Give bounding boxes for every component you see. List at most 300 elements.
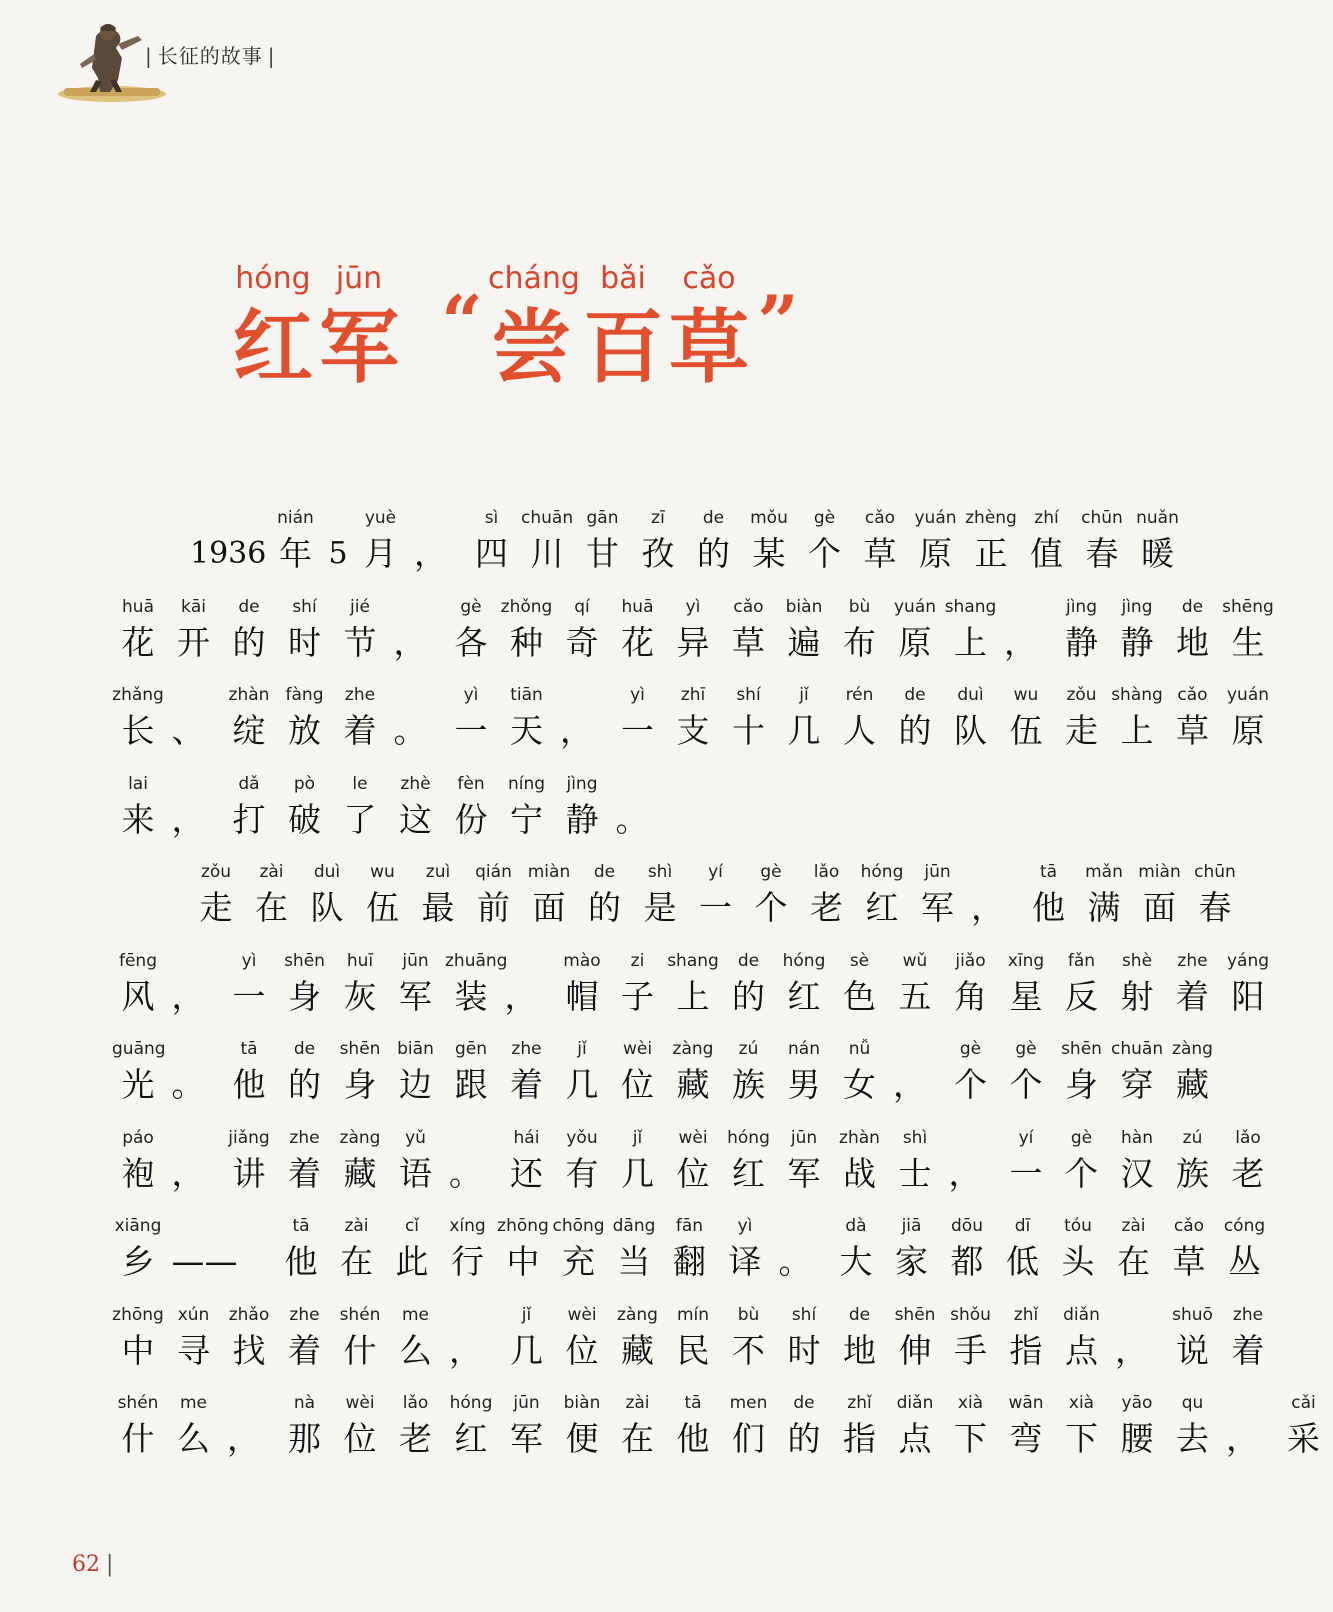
hanzi: 天 [510,711,543,750]
text-line [112,1036,1213,1125]
text-line [112,948,1270,1037]
hanzi: 奇 [565,622,599,662]
ruby-character [612,1125,664,1197]
pinyin: jūn [513,1393,540,1413]
hanzi: 去 [1176,1419,1209,1458]
hanzi: 原 [1231,711,1265,750]
hanzi: 的 [288,1065,321,1104]
ruby-character [834,682,886,754]
ruby-character [612,1036,664,1108]
ruby-character [667,1125,719,1197]
pinyin [168,682,220,708]
pinyin: sè [849,950,870,971]
pinyin: pò [293,773,316,794]
punctuation [168,1213,272,1285]
book-title-header [140,40,281,69]
ruby-character [112,1390,164,1462]
ruby-character [1056,1390,1108,1462]
ruby-character [279,948,331,1020]
pinyin: zhàn [228,685,270,705]
hanzi: 值 [1030,534,1063,573]
ruby-character [667,1036,719,1108]
pinyin: shēn [1061,1039,1102,1059]
ruby-character [723,1302,775,1374]
pinyin: bù [737,1304,760,1325]
ruby-character [1000,948,1052,1020]
pinyin: zhe [289,1127,320,1148]
hanzi: ， [171,1153,205,1193]
hanzi: 采 [1287,1419,1320,1458]
ruby-character [1167,682,1219,754]
hanzi: 地 [843,1330,876,1370]
hanzi: 军 [399,976,432,1016]
pinyin: zàng [617,1304,658,1325]
hanzi: 藏 [676,1065,710,1104]
punctuation [1111,1302,1163,1374]
hanzi: 翻 [673,1242,706,1281]
pinyin: gè [959,1039,982,1059]
pinyin: xún [177,1304,210,1325]
ruby-character [634,859,686,931]
ruby-character [688,505,740,577]
pinyin [223,1390,275,1416]
pinyin [945,1125,997,1151]
ruby-character [1111,1390,1163,1462]
hanzi: 家 [895,1242,928,1281]
pinyin: de [793,1393,815,1413]
pinyin [168,1125,220,1151]
hanzi: 的 [232,622,266,662]
hanzi: ， [971,888,1004,927]
ruby-character [1056,682,1108,754]
ruby-character [445,594,497,666]
hanzi: 着 [343,711,377,750]
pinyin: shì [647,862,673,882]
pinyin: shang [667,950,719,971]
hanzi: 藏 [1176,1065,1209,1104]
hanzi: 腰 [1120,1419,1154,1458]
hanzi: 战 [843,1153,876,1193]
hanzi: 最 [421,888,455,927]
hanzi: 一 [699,888,732,927]
hanzi: 都 [950,1242,984,1281]
ruby-character [1056,948,1108,1020]
ruby-character [112,1036,164,1108]
pinyin: rén [845,685,874,705]
ruby-character [1108,1213,1160,1285]
pinyin: tā [240,1039,258,1059]
ruby-character [1222,1125,1274,1197]
hanzi: 5 [328,536,348,571]
pinyin: xià [957,1393,984,1413]
pinyin: cǎo [1177,685,1208,705]
pinyin: jié [350,596,370,617]
hanzi: 灰 [343,976,377,1016]
hanzi: 面 [1143,888,1176,927]
ruby-character [1056,594,1108,666]
ruby-character [223,682,275,754]
hanzi: 头 [1061,1242,1095,1281]
footer-bar: | [106,1552,114,1577]
text-line [112,1125,1265,1214]
hanzi: 位 [565,1330,599,1370]
hanzi: 川 [530,534,564,573]
hanzi: 着 [288,1330,321,1370]
hanzi: 几 [787,711,821,750]
ruby-character [856,859,908,931]
pinyin: shēng [1222,596,1274,617]
punctuation [168,1036,220,1108]
pinyin: chūn [1194,862,1236,882]
ruby-character [1222,594,1274,666]
ruby-character [112,771,164,843]
title-pinyin: cǎo [682,261,736,296]
hanzi: 男 [787,1065,821,1104]
hanzi: 绽 [232,711,266,750]
hanzi: 满 [1087,888,1121,927]
pinyin [445,1125,497,1151]
pinyin: zhī [680,685,706,705]
ruby-character [1167,1125,1219,1197]
hanzi: 军 [787,1153,821,1193]
hanzi: 什 [343,1330,377,1370]
title-pinyin: bǎi [600,261,646,296]
ruby-character [608,1213,660,1285]
pinyin: yí [1018,1127,1034,1148]
punctuation [501,948,553,1020]
pinyin: huā [621,596,654,617]
ruby-character [445,1390,497,1462]
hanzi: 老 [399,1419,432,1458]
hanzi: 时 [288,622,321,662]
pinyin: yì [463,685,479,705]
pinyin: me [401,1304,430,1325]
pinyin: sì [484,508,499,528]
ruby-character [556,771,608,843]
ruby-character [1167,1390,1219,1462]
hanzi: 花 [121,622,155,662]
ruby-character [501,1302,553,1374]
text-line [112,859,1236,948]
pinyin [967,859,1019,885]
pinyin: nà [293,1393,316,1413]
punctuation [775,1213,827,1285]
pinyin: de [702,508,725,528]
hanzi: 不 [732,1330,765,1370]
hanzi: 民 [676,1330,710,1370]
ruby-character [1167,1036,1219,1108]
pinyin: yuán [914,508,957,528]
pinyin: zǒu [1066,685,1097,705]
hanzi: ， [1004,622,1037,662]
pinyin [889,1036,941,1062]
hanzi: 当 [617,1242,651,1281]
ruby-character [834,1125,886,1197]
ruby-character [745,859,797,931]
ruby-character [445,1036,497,1108]
pinyin: tā [684,1393,702,1413]
pinyin: hóng [727,1127,770,1148]
pinyin: zhí [1034,508,1059,528]
ruby-character [112,1125,164,1197]
ruby-character [1111,682,1163,754]
ruby-character [799,505,851,577]
pinyin: fān [675,1216,704,1236]
pinyin: zhǎng [112,685,164,705]
punctuation [1222,1390,1274,1462]
pinyin: yì [737,1216,753,1236]
pinyin: yǔ [405,1127,426,1148]
hanzi: 支 [676,711,710,750]
pinyin: shang [944,596,997,617]
pinyin: de [593,862,616,882]
hanzi: 队 [310,888,344,927]
pinyin: wān [1008,1393,1044,1413]
hanzi: 开 [177,622,210,662]
hanzi: 打 [232,799,266,839]
pinyin: jiā [901,1216,922,1236]
story-title-row [230,258,804,396]
hanzi: ， [560,711,593,750]
pinyin: shì [902,1127,928,1148]
hanzi: 个 [954,1065,987,1104]
hanzi: 走 [199,888,233,927]
hanzi: 地 [1176,622,1209,662]
hanzi: 乡 [121,1242,155,1281]
hanzi: 。 [171,1065,205,1104]
pinyin: biàn [563,1393,601,1413]
pinyin: yuán [1226,685,1270,705]
hanzi: 静 [1065,622,1098,662]
pinyin: wǔ [902,950,928,971]
pinyin: lai [128,773,148,794]
hanzi: 节 [343,622,377,662]
pinyin [190,505,266,531]
pinyin: zài [259,862,284,882]
ruby-character [168,1390,220,1462]
pinyin: gēn [454,1039,488,1059]
hanzi: ， [171,799,205,839]
hanzi: 着 [1231,1330,1265,1370]
ruby-character [246,859,298,931]
hanzi: 伸 [898,1330,932,1370]
hanzi: 那 [288,1419,321,1458]
ruby-character [556,1390,608,1462]
ruby-character [612,594,664,666]
pinyin: zhè [400,773,431,794]
ruby-character [889,1302,941,1374]
title-character [316,258,402,396]
ruby-character [325,505,351,577]
ruby-character [1222,1302,1274,1374]
pinyin: cóng [1223,1216,1266,1236]
hanzi: 伍 [1009,711,1043,750]
ruby-character [941,1213,993,1285]
pinyin: cǎo [1173,1216,1205,1236]
hanzi: 行 [451,1242,484,1281]
punctuation [390,594,442,666]
ruby-character [667,682,719,754]
ruby-character [632,505,684,577]
ruby-character [223,1302,275,1374]
pinyin: nǚ [848,1039,871,1059]
pinyin: wu [370,862,395,882]
hanzi: 藏 [621,1330,654,1370]
hanzi: 他 [676,1419,710,1458]
ruby-character [556,1302,608,1374]
pinyin [1222,1390,1274,1416]
hanzi: 点 [1065,1330,1098,1370]
pinyin: hóng [449,1393,493,1413]
pinyin: yì [241,950,257,971]
pinyin: biān [397,1039,434,1059]
hanzi: 一 [621,711,654,750]
hanzi: ， [393,622,427,662]
hanzi: 静 [1120,622,1154,662]
hanzi: 草 [1172,1242,1206,1281]
hanzi: 充 [562,1242,595,1281]
hanzi: 位 [676,1153,710,1193]
pinyin: nuǎn [1136,508,1179,528]
pinyin: kāi [181,596,206,617]
hanzi: 指 [843,1419,876,1458]
pinyin: de [904,685,926,705]
ruby-character [466,505,518,577]
hanzi: 在 [621,1419,654,1458]
hanzi: 帽 [565,976,599,1016]
hanzi: 有 [565,1153,599,1193]
pinyin: nián [277,508,314,528]
hanzi: 族 [1176,1153,1209,1193]
pinyin: shí [736,685,761,705]
pinyin [612,771,664,797]
ruby-character [334,948,386,1020]
pinyin: shàng [1111,685,1163,705]
pinyin [445,1302,497,1328]
title-hanzi: 草 [668,301,749,394]
hanzi: 。 [778,1242,812,1281]
pinyin: gè [1015,1039,1037,1059]
pinyin: mín [676,1304,710,1325]
hanzi: 上 [1120,711,1154,750]
ruby-character [1111,948,1163,1020]
ruby-character [445,771,497,843]
hanzi: 译 [728,1242,762,1281]
ruby-character [501,1390,553,1462]
ruby-character [889,948,941,1020]
ruby-character [279,1390,331,1462]
ruby-character [834,1302,886,1374]
hanzi: 风 [121,976,155,1016]
pinyin: gè [760,862,782,882]
hanzi: 。 [393,711,427,750]
ruby-character [168,594,220,666]
pinyin: shēn [339,1039,381,1059]
ruby-character [834,594,886,666]
hanzi: 的 [898,711,932,750]
pinyin [1111,1302,1163,1328]
hanzi: 老 [1231,1153,1265,1193]
hanzi: 身 [1065,1065,1098,1104]
pinyin: fàng [285,685,324,705]
pinyin: bù [848,596,871,617]
pinyin [501,948,553,974]
pinyin: tóu [1064,1216,1092,1236]
ruby-character [1056,1125,1108,1197]
hanzi: 中 [121,1330,155,1370]
text-line [112,1390,1320,1479]
pinyin: zǒu [200,862,232,882]
hanzi: 么 [399,1330,432,1370]
pinyin: tā [292,1216,310,1236]
pinyin: zhe [1232,1304,1264,1325]
pinyin: cǐ [404,1216,420,1236]
hanzi: 士 [898,1153,932,1193]
ruby-character [386,1213,438,1285]
pinyin: zhuāng [445,950,508,971]
pinyin: duì [957,685,984,705]
hanzi: 份 [454,799,488,839]
pinyin: mǎn [1085,862,1123,882]
hanzi: 各 [454,622,488,662]
pinyin: hàn [1121,1127,1153,1148]
pinyin: nán [788,1039,820,1059]
punctuation [612,771,664,843]
pinyin: yāo [1121,1393,1153,1413]
ruby-character [334,1302,386,1374]
pinyin: zī [651,508,665,528]
ruby-character [355,505,407,577]
pinyin: shén [339,1304,381,1325]
ruby-character [501,1125,553,1197]
pinyin: huā [122,596,154,617]
pinyin: qián [475,862,512,882]
pinyin: fǎn [1067,950,1096,971]
pinyin: zhe [289,1304,320,1325]
hanzi: ， [171,976,205,1016]
pinyin: zhǒng [500,596,553,617]
punctuation [556,682,608,754]
hanzi: 个 [1009,1065,1043,1104]
pinyin: cǎo [733,596,764,617]
hanzi: 、 [171,711,205,750]
pinyin: zú [738,1039,759,1059]
pinyin: zàng [339,1127,381,1148]
hanzi: 红 [732,1153,765,1193]
hanzi: 十 [732,711,765,750]
ruby-character [270,505,322,577]
ruby-character [1163,1213,1215,1285]
hanzi: 来 [121,799,155,839]
pinyin: zhe [344,685,376,705]
pinyin: shí [791,1304,817,1325]
hanzi: 星 [1009,976,1043,1016]
ruby-character [223,771,275,843]
hanzi: 这 [399,799,432,839]
pinyin: qu [1181,1393,1204,1413]
ruby-character [190,505,266,577]
pinyin: fèn [457,773,485,794]
ruby-character [523,859,575,931]
hanzi: 几 [565,1065,599,1104]
title-hanzi: 百 [582,301,663,394]
pinyin: jūn [790,1127,818,1148]
text-line [112,594,1274,683]
hanzi: 么 [177,1419,210,1458]
ruby-character [501,682,553,754]
ruby-character [778,594,830,666]
hanzi: 年 [279,534,312,573]
